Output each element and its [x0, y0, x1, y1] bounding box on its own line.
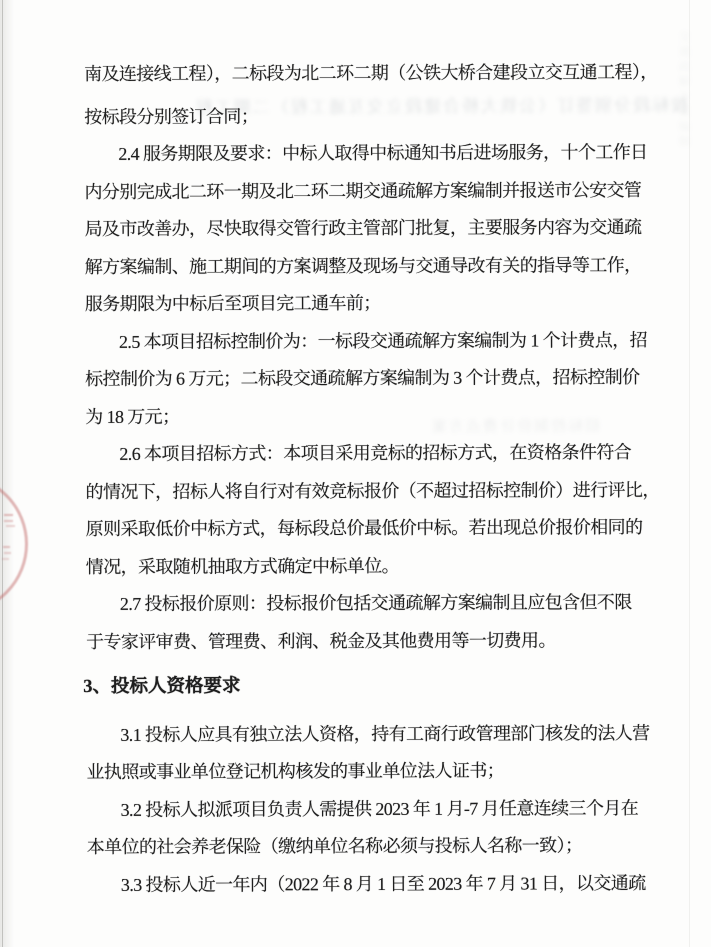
text-line: 2.4 服务期限及要求：中标人取得中标通知书后进场服务，十个工作日 — [118, 142, 648, 164]
text-line: 按标段分别签订合同； — [84, 105, 259, 127]
red-seal-stamp — [0, 470, 45, 610]
seal-arc — [0, 474, 28, 614]
text-line: 2.6 本项目招标方式：本项目采用竞标的招标方式，在资格条件符合 — [119, 442, 632, 464]
text-line: 2.7 投标报价原则：投标报价包括交通疏解方案编制且应包含但不限 — [119, 592, 632, 614]
text-line: 于专家评审费、管理费、利润、税金及其他费用等一切费用。 — [86, 629, 556, 652]
text-line: 本单位的社会养老保险（缴纳单位名称必须与投标人名称一致）； — [86, 835, 583, 857]
text-line: 局及市改善办，尽快取得交管行政主管部门批复，主要服务内容为交通疏 — [84, 217, 642, 239]
text-line: 2.5 本项目招标控制价为：一标段交通疏解方案编制为 1 个计费点，招 — [118, 329, 648, 352]
bleedthrough-ghost-text: 招标控制价计费点方案 — [429, 418, 601, 436]
page-right-edge-line — [689, 0, 690, 947]
text-line: 南及连接线工程），二标段为北二环二期（公铁大桥合建段立交互通工程）， — [84, 61, 658, 84]
section-heading: 3、投标人资格要求 — [83, 676, 241, 698]
bleedthrough-ghost-text: 按标段分别签订（公铁大桥合建段立交互通工程）二期工程 — [193, 95, 689, 118]
text-line: 的情况下，招标人将自行对有效竞标报价（不超过招标控制价）进行评比， — [85, 479, 660, 502]
bleedthrough-ghost-text: 交通疏解方案编制 — [677, 30, 691, 150]
text-line: 内分别完成北二环一期及北二环二期交通疏解方案编制并报送市公安交管 — [84, 179, 642, 202]
text-line: 3.3 投标人近一年内（2022 年 8 月 1 日至 2023 年 7 月 31 日，以交通疏 — [120, 872, 646, 895]
text-line: 服务期限为中标后至项目完工通车前； — [84, 292, 381, 314]
text-line: 情况，采取随机抽取方式确定中标单位。 — [85, 555, 400, 577]
text-line: 业执照或事业单位登记机构核发的事业单位法人证书； — [86, 760, 505, 782]
text-line: 为 18 万元； — [85, 406, 180, 427]
seal-character-fragment — [4, 514, 13, 516]
text-line: 标控制价为 6 万元；二标段交通疏解方案编制为 3 个计费点，招标控制价 — [85, 367, 640, 389]
text-line: 3.2 投标人拟派项目负责人需提供 2023 年 1 月-7 月任意连续三个月在 — [120, 797, 639, 820]
text-line: 3.1 投标人应具有独立法人资格，持有工商行政管理部门核发的法人营 — [120, 722, 650, 745]
seal-character-fragment — [3, 546, 10, 548]
document-text — [84, 54, 662, 904]
text-line: 解方案编制、施工期间的方案调整及现场与交通导改有关的指导等工作， — [84, 254, 642, 277]
text-line: 原则采取低价中标方式，每标段总价最低价中标。若出现总价报价相同的 — [85, 517, 643, 539]
page-left-edge-line — [2, 0, 3, 947]
